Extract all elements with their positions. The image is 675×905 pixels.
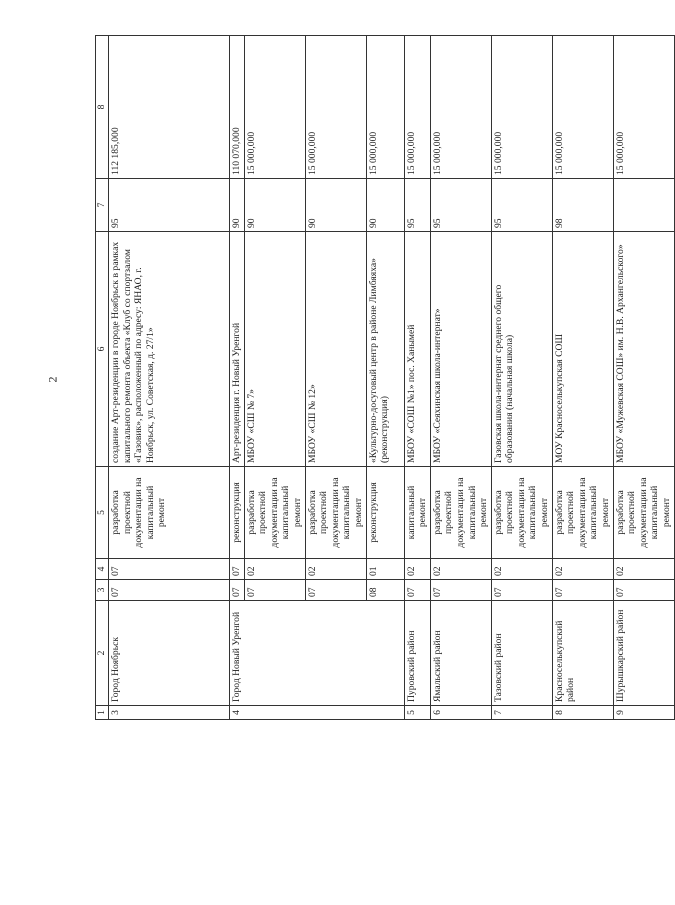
object-cell: создание Арт-резиденции в городе Ноябрьск в рамках капитального ремонта объекта «Клуб со спортзалом «Газовик», расположенный по адресу: ЯНАО, г. Ноябрьск, ул. Советская, д. 27/1» (109, 232, 230, 467)
col-header-6: 6 (96, 232, 109, 467)
col-header-4: 4 (96, 559, 109, 580)
code-3-cell: 07 (430, 580, 491, 601)
row-number: 9 (613, 706, 674, 720)
percent-cell: 90 (366, 179, 404, 232)
table-row (552, 36, 613, 720)
work-type-cell: разработка проектной документации на капитальный ремонт (491, 467, 552, 559)
row-number: 4 (230, 706, 405, 720)
code-4-cell: 02 (244, 559, 305, 580)
table-row (230, 36, 245, 720)
object-cell: МБОУ «Мужевская СОШ» им. Н.В. Архангельского» (613, 232, 674, 467)
code-3-cell: 07 (244, 580, 305, 601)
row-number: 8 (552, 706, 613, 720)
municipality-cell: Город Новый Уренгой (230, 601, 405, 706)
object-cell: МБОУ «СШ № 12» (305, 232, 366, 467)
table-row (404, 36, 430, 720)
work-type-cell: разработка проектной документации на капитальный ремонт (613, 467, 674, 559)
amount-cell: 15 000,000 (430, 36, 491, 179)
municipality-cell: Шурышкарский район (613, 601, 674, 706)
percent-cell: 90 (305, 179, 366, 232)
amount-cell: 112 185,000 (109, 36, 230, 179)
amount-cell: 15 000,000 (552, 36, 613, 179)
municipality-cell: Красноселькупский район (552, 601, 613, 706)
object-cell: «Культурно-досуговый центр в районе Лимбяяха» (реконструкция) (366, 232, 404, 467)
percent-cell: 95 (404, 179, 430, 232)
amount-cell: 15 000,000 (366, 36, 404, 179)
row-number: 7 (491, 706, 552, 720)
amount-cell: 15 000,000 (613, 36, 674, 179)
code-4-cell: 02 (404, 559, 430, 580)
row-number: 5 (404, 706, 430, 720)
work-type-cell: капитальный ремонт (404, 467, 430, 559)
amount-cell: 15 000,000 (305, 36, 366, 179)
code-3-cell: 07 (109, 580, 230, 601)
work-type-cell: разработка проектной документации на капитальный ремонт (552, 467, 613, 559)
row-number: 6 (430, 706, 491, 720)
municipality-cell: Тазовский район (491, 601, 552, 706)
object-cell: МОУ Красноселькупская СОШ (552, 232, 613, 467)
header-row (96, 36, 109, 720)
col-header-3: 3 (96, 580, 109, 601)
amount-cell: 110 070,000 (230, 36, 245, 179)
rotated-table-container (95, 36, 672, 720)
percent-cell: 90 (244, 179, 305, 232)
work-type-cell: реконструкция (366, 467, 404, 559)
col-header-2: 2 (96, 601, 109, 706)
rotated-page (95, 36, 672, 720)
col-header-7: 7 (96, 179, 109, 232)
code-3-cell: 07 (230, 580, 245, 601)
table-row (491, 36, 552, 720)
percent-cell (613, 179, 674, 232)
code-3-cell: 08 (366, 580, 404, 601)
object-cell: МБОУ «СШ № 7» (244, 232, 305, 467)
code-4-cell: 02 (613, 559, 674, 580)
work-type-cell: разработка проектной документации на капитальный ремонт (305, 467, 366, 559)
object-cell: Арт-резиденция г. Новый Уренгой (230, 232, 245, 467)
object-cell: МБОУ «Сеяхинская школа-интернат» (430, 232, 491, 467)
code-4-cell: 02 (491, 559, 552, 580)
col-header-1: 1 (96, 706, 109, 720)
code-4-cell: 02 (552, 559, 613, 580)
percent-cell: 95 (109, 179, 230, 232)
amount-cell: 15 000,000 (244, 36, 305, 179)
percent-cell: 95 (430, 179, 491, 232)
amount-cell: 15 000,000 (491, 36, 552, 179)
code-3-cell: 07 (491, 580, 552, 601)
code-4-cell: 07 (230, 559, 245, 580)
allocation-table (95, 35, 675, 720)
municipality-cell: Ямальский район (430, 601, 491, 706)
code-4-cell: 07 (109, 559, 230, 580)
work-type-cell: разработка проектной документации на капитальный ремонт (109, 467, 230, 559)
table-row (109, 36, 230, 720)
code-4-cell: 01 (366, 559, 404, 580)
col-header-8: 8 (96, 36, 109, 179)
row-number: 3 (109, 706, 230, 720)
object-cell: МБОУ «СОШ №1» пос. Ханымей (404, 232, 430, 467)
work-type-cell: разработка проектной документации на капитальный ремонт (430, 467, 491, 559)
municipality-cell: Город Ноябрьск (109, 601, 230, 706)
code-4-cell: 02 (305, 559, 366, 580)
table-row (613, 36, 674, 720)
code-3-cell: 07 (404, 580, 430, 601)
table-row (430, 36, 491, 720)
percent-cell: 90 (230, 179, 245, 232)
code-3-cell: 07 (613, 580, 674, 601)
percent-cell: 98 (552, 179, 613, 232)
code-3-cell: 07 (305, 580, 366, 601)
percent-cell: 95 (491, 179, 552, 232)
object-cell: Газовская школа-интернат среднего общего образования (начальная школа) (491, 232, 552, 467)
municipality-cell: Пуровский район (404, 601, 430, 706)
amount-cell: 15 000,000 (404, 36, 430, 179)
work-type-cell: реконструкция (230, 467, 245, 559)
code-4-cell: 02 (430, 559, 491, 580)
work-type-cell: разработка проектной документации на капитальный ремонт (244, 467, 305, 559)
page-number: 2 (45, 376, 60, 383)
col-header-5: 5 (96, 467, 109, 559)
code-3-cell: 07 (552, 580, 613, 601)
